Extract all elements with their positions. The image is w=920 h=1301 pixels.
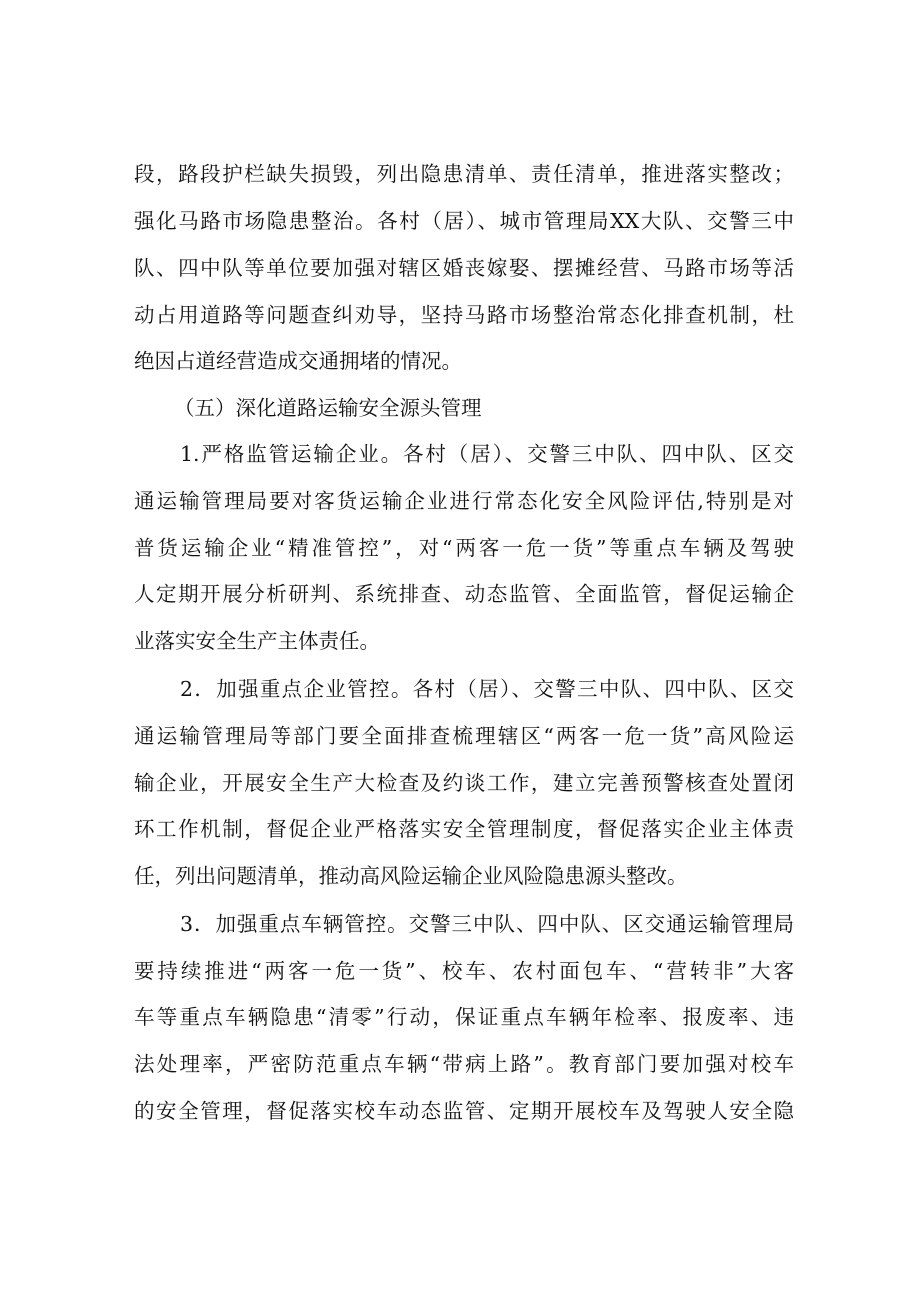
text-line: 输企业，开展安全生产大检查及约谈工作，建立完善预警核查处置闭 xyxy=(134,771,794,795)
text-line: 任，列出问题清单，推动高风险运输企业风险隐患源头整改。 xyxy=(134,864,688,888)
text-line: 1.严格监管运输企业。各村（居）、交警三中队、四中队、区交 xyxy=(180,442,794,466)
text-line: 2．加强重点企业管控。各村（居）、交警三中队、四中队、区交 xyxy=(180,677,794,701)
text-line: 环工作机制，督促企业严格落实安全管理制度，督促落实企业主体责 xyxy=(134,817,794,841)
text-line: 3．加强重点车辆管控。交警三中队、四中队、区交通运输管理局 xyxy=(180,912,794,936)
text-line: 车等重点车辆隐患“清零”行动，保证重点车辆年检率、报废率、违 xyxy=(134,1005,794,1029)
text-line: 普货运输企业“精准管控”，对“两客一危一货”等重点车辆及驾驶 xyxy=(134,536,794,560)
text-line: 强化马路市场隐患整治。各村（居）、城市管理局XX大队、交警三中 xyxy=(134,209,794,233)
text-line: 人定期开展分析研判、系统排查、动态监管、全面监管，督促运输企 xyxy=(134,582,794,606)
text-line: 要持续推进“两客一危一货”、校车、农村面包车、“营转非”大客 xyxy=(134,959,794,983)
text-line: 法处理率，严密防范重点车辆“带病上路”。教育部门要加强对校车 xyxy=(134,1052,794,1076)
text-line: 动占用道路等问题查纠劝导，坚持马路市场整治常态化排查机制，杜 xyxy=(134,303,794,327)
text-line: 段，路段护栏缺失损毁，列出隐患清单、责任清单，推进落实整改； xyxy=(134,162,794,186)
text-line: 通运输管理局要对客货运输企业进行常态化安全风险评估,特别是对 xyxy=(134,489,794,513)
text-line: 业落实安全生产主体责任。 xyxy=(134,629,380,653)
text-line: 的安全管理，督促落实校车动态监管、定期开展校车及驾驶人安全隐 xyxy=(134,1099,794,1123)
section-heading: （五）深化道路运输安全源头管理 xyxy=(174,396,482,420)
text-line: 通运输管理局等部门要全面排查梳理辖区“两客一危一货”高风险运 xyxy=(134,724,794,748)
text-line: 绝因占道经营造成交通拥堵的情况。 xyxy=(134,349,462,373)
text-line: 队、四中队等单位要加强对辖区婚丧嫁娶、摆摊经营、马路市场等活 xyxy=(134,256,794,280)
